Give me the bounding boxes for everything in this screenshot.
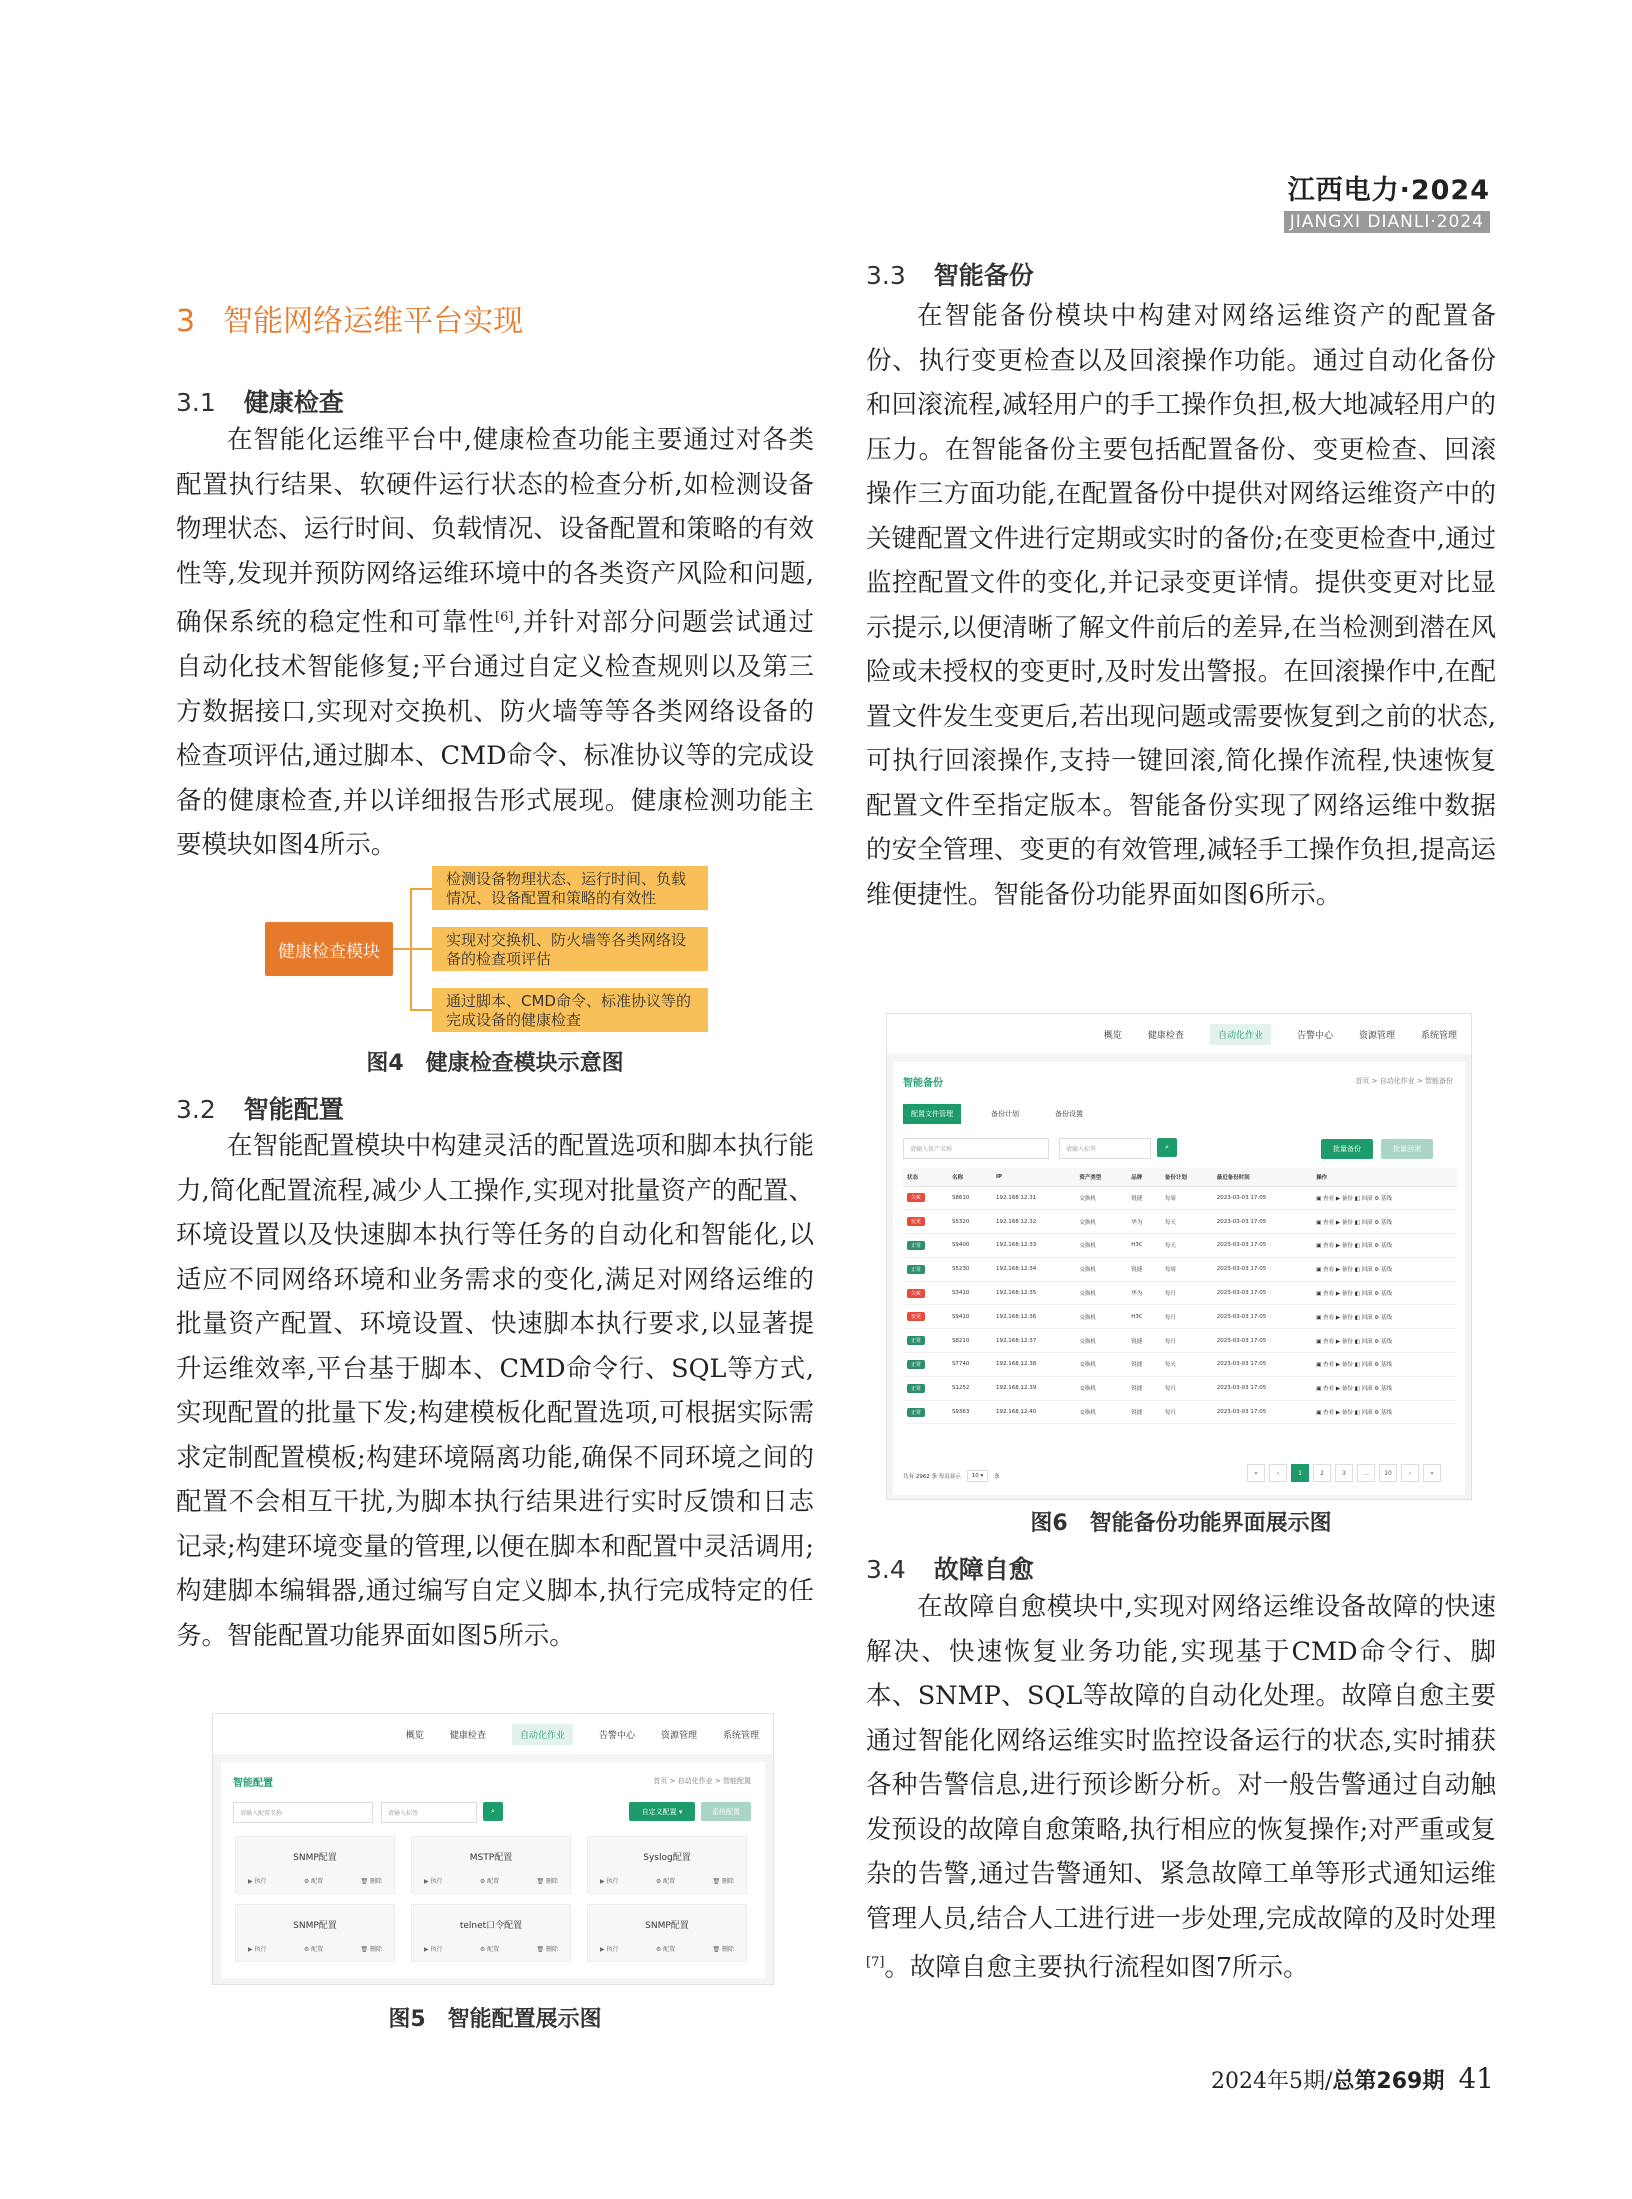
table-row (903, 1186, 1457, 1210)
cell-type: 交换机 (1075, 1186, 1127, 1210)
page-footer: 2024年5期/总第269期 41 (1211, 2062, 1494, 2095)
health-check-module-box: 健康检查模块 (265, 922, 393, 976)
system-config-button[interactable]: 系统配置 (701, 1802, 751, 1821)
cell-brand: H3C (1127, 1305, 1161, 1329)
figure-5-caption: 图5 智能配置展示图 (388, 2007, 602, 2032)
config-card[interactable]: SNMP配置 ▶ 执行 ⚙ 配置 🗑 删除 (587, 1904, 747, 1962)
status-badge: 失败 (907, 1289, 925, 1298)
cell-date: 2023-03-03 17:05 (1213, 1376, 1312, 1400)
cell-brand: 锐捷 (1127, 1257, 1161, 1281)
cell-actions[interactable]: ▣ 查看 ▶ 备份 ◧ 回滚 ⚙ 基线 (1312, 1281, 1457, 1305)
config-card[interactable]: MSTP配置 ▶ 执行 ⚙ 配置 🗑 删除 (411, 1836, 571, 1894)
cell-actions[interactable]: ▣ 查看 ▶ 备份 ◧ 回滚 ⚙ 基线 (1312, 1234, 1457, 1258)
col-ip: IP (992, 1168, 1075, 1186)
figure-6-screenshot (886, 1013, 1472, 1500)
status-badge: 失败 (907, 1193, 925, 1202)
tag-input[interactable]: 请输入标签 (1059, 1138, 1151, 1159)
config-card[interactable]: Syslog配置 ▶ 执行 ⚙ 配置 🗑 删除 (587, 1836, 747, 1894)
status-badge: 正常 (907, 1241, 925, 1250)
cell-ip: 192.168.12.35 (992, 1281, 1075, 1305)
search-icon: ⌕ (491, 1807, 495, 1815)
status-badge: 变更 (907, 1312, 925, 1321)
nav-system[interactable]: 系统管理 (722, 1730, 759, 1741)
section-3-3-heading: 3.3 智能备份 (866, 261, 1034, 290)
figure-4-caption: 图4 健康检查模块示意图 (366, 1051, 624, 1076)
cell-name: S9363 (948, 1400, 992, 1424)
cell-status (903, 1210, 948, 1234)
asset-name-input[interactable]: 请输入资产名称 (903, 1138, 1049, 1159)
nav-resources[interactable]: 资源管理 (1358, 1030, 1395, 1041)
cell-brand: 锐捷 (1127, 1353, 1161, 1377)
cell-date: 2023-03-03 17:05 (1213, 1400, 1312, 1424)
cell-plan: 每月 (1161, 1400, 1213, 1424)
fig4-item-3: 通过脚本、CMD命令、标准协议等的完成设备的健康检查 (432, 988, 708, 1032)
cell-brand: 华为 (1127, 1281, 1161, 1305)
cell-status (903, 1376, 948, 1400)
cell-date: 2023-03-03 17:05 (1213, 1329, 1312, 1353)
cell-plan: 每天 (1161, 1210, 1213, 1234)
page-first[interactable]: « (1247, 1464, 1265, 1482)
table-row (903, 1234, 1457, 1258)
section-3-1-heading: 3.1 健康检查 (176, 388, 344, 417)
nav-automation[interactable]: 自动化作业 (512, 1724, 573, 1745)
custom-config-button[interactable]: 自定义配置 ▾ (629, 1802, 695, 1821)
cell-actions[interactable]: ▣ 查看 ▶ 备份 ◧ 回滚 ⚙ 基线 (1312, 1353, 1457, 1377)
cell-ip: 192.168.12.31 (992, 1186, 1075, 1210)
status-badge: 正常 (907, 1360, 925, 1369)
cell-brand: 华为 (1127, 1210, 1161, 1234)
nav-health[interactable]: 健康检查 (449, 1730, 486, 1741)
top-nav (213, 1714, 773, 1754)
section-3-2-heading: 3.2 智能配置 (176, 1095, 344, 1124)
table-row (903, 1281, 1457, 1305)
cell-brand: 锐捷 (1127, 1186, 1161, 1210)
pagination-info: 共有 2962 条 每页显示 10 ▾ 条 (903, 1470, 1000, 1482)
cell-ip: 192.168.12.34 (992, 1257, 1075, 1281)
col-last-backup: 最近备份时间 (1213, 1168, 1312, 1186)
page-2[interactable]: 2 (1313, 1464, 1331, 1482)
cell-date: 2023-03-03 17:05 (1213, 1353, 1312, 1377)
cell-plan: 每月 (1161, 1305, 1213, 1329)
page-10[interactable]: 10 (1379, 1464, 1397, 1482)
cell-plan: 每周 (1161, 1186, 1213, 1210)
tag-input[interactable]: 请输入标签 (381, 1802, 477, 1823)
nav-system[interactable]: 系统管理 (1420, 1030, 1457, 1041)
config-card[interactable]: SNMP配置 ▶ 执行 ⚙ 配置 🗑 删除 (235, 1836, 395, 1894)
nav-overview[interactable]: 概览 (405, 1730, 424, 1741)
page-3[interactable]: 3 (1335, 1464, 1353, 1482)
table-row (903, 1353, 1457, 1377)
status-badge: 变更 (907, 1217, 925, 1226)
tab-backup-settings[interactable]: 备份设置 (1055, 1110, 1083, 1118)
cell-name: S8210 (948, 1329, 992, 1353)
cell-plan: 每天 (1161, 1234, 1213, 1258)
table-row (903, 1210, 1457, 1234)
fig4-item-2: 实现对交换机、防火墙等各类网络设备的检查项评估 (432, 927, 708, 971)
page-1[interactable]: 1 (1291, 1464, 1309, 1482)
page-size-select[interactable]: 10 ▾ (967, 1470, 989, 1482)
cell-name: S5230 (948, 1257, 992, 1281)
cell-ip: 192.168.12.37 (992, 1329, 1075, 1353)
status-badge: 正常 (907, 1336, 925, 1345)
cell-type: 交换机 (1075, 1329, 1127, 1353)
backup-panel (893, 1062, 1465, 1495)
tab-config-files[interactable]: 配置文件管理 (903, 1104, 961, 1124)
col-plan: 备份计划 (1161, 1168, 1213, 1186)
cell-ip: 192.168.12.40 (992, 1400, 1075, 1424)
page-prev[interactable]: ‹ (1269, 1464, 1287, 1482)
cell-actions[interactable]: ▣ 查看 ▶ 备份 ◧ 回滚 ⚙ 基线 (1312, 1210, 1457, 1234)
nav-alerts[interactable]: 告警中心 (1296, 1030, 1333, 1041)
section-3-heading: 3 智能网络运维平台实现 (176, 304, 524, 339)
cell-status (903, 1400, 948, 1424)
cell-type: 交换机 (1075, 1281, 1127, 1305)
col-actions: 操作 (1312, 1168, 1457, 1186)
cell-type: 交换机 (1075, 1257, 1127, 1281)
breadcrumb: 首页 > 自动化作业 > 智能备份 (1355, 1077, 1453, 1085)
table-row (903, 1257, 1457, 1281)
cell-plan: 每月 (1161, 1376, 1213, 1400)
table-row (903, 1400, 1457, 1424)
cell-date: 2023-03-03 17:05 (1213, 1186, 1312, 1210)
table-row (903, 1305, 1457, 1329)
config-panel (221, 1762, 765, 1978)
tab-backup-plan[interactable]: 备份计划 (991, 1110, 1019, 1118)
cell-name: S3410 (948, 1281, 992, 1305)
cell-name: S8610 (948, 1186, 992, 1210)
table-row (903, 1329, 1457, 1353)
cell-status (903, 1353, 948, 1377)
cell-name: S7740 (948, 1353, 992, 1377)
pagination (1247, 1464, 1441, 1482)
cell-name: S9410 (948, 1305, 992, 1329)
col-status: 状态 (903, 1168, 948, 1186)
batch-backup-button[interactable]: 批量备份 (1321, 1139, 1373, 1159)
status-badge: 正常 (907, 1265, 925, 1274)
cell-date: 2023-03-03 17:05 (1213, 1234, 1312, 1258)
cell-type: 交换机 (1075, 1353, 1127, 1377)
nav-overview[interactable]: 概览 (1103, 1030, 1122, 1041)
cell-date: 2023-03-03 17:05 (1213, 1281, 1312, 1305)
journal-title-en: JIANGXI DIANLI·2024 (1284, 211, 1490, 233)
cell-brand: H3C (1127, 1234, 1161, 1258)
cell-status (903, 1329, 948, 1353)
cell-ip: 192.168.12.32 (992, 1210, 1075, 1234)
cell-actions[interactable]: ▣ 查看 ▶ 备份 ◧ 回滚 ⚙ 基线 (1312, 1186, 1457, 1210)
cell-status (903, 1186, 948, 1210)
section-3-3-body: 在智能备份模块中构建对网络运维资产的配置备份、执行变更检查以及回滚操作功能。通过自动化备份和回滚流程,减轻用户的手工操作负担,极大地减轻用户的压力。在智能备份主要包括配置备份、变更检查、回滚操作三方面功能,在配置备份中提供对网络运维资产中的关键配置文件进行定期或实时的备份;在变更检查中,通过监控配置文件的变化,并记录变更详情。提供变更对比显示提示,以便清晰了解文件前后的差异,在当检测到潜在风险或未授权的变更时,及时发出警报。在回滚操作中,在配置文件发生变更后,若出现问题或需要恢复到之前的状态,可执行回滚操作,支持一键回滚,简化操作流程,快速恢复配置文件至指定版本。智能备份实现了网络运维中数据的安全管理、变更的有效管理,减轻手工操作负担,提高运维便捷性。智能备份功能界面如图6所示。 (866, 301, 1496, 910)
page-next[interactable]: › (1401, 1464, 1419, 1482)
cell-name: S1252 (948, 1376, 992, 1400)
backup-table (903, 1168, 1457, 1424)
cell-date: 2023-03-03 17:05 (1213, 1210, 1312, 1234)
cell-ip: 192.168.12.39 (992, 1376, 1075, 1400)
table-row (903, 1376, 1457, 1400)
cell-actions[interactable]: ▣ 查看 ▶ 备份 ◧ 回滚 ⚙ 基线 (1312, 1329, 1457, 1353)
page-last[interactable]: » (1423, 1464, 1441, 1482)
journal-header (1284, 168, 1490, 233)
config-card[interactable]: telnet口令配置 ▶ 执行 ⚙ 配置 🗑 删除 (411, 1904, 571, 1962)
cell-status (903, 1305, 948, 1329)
table-header-row (903, 1168, 1457, 1186)
cell-type: 交换机 (1075, 1210, 1127, 1234)
cell-ip: 192.168.12.36 (992, 1305, 1075, 1329)
cell-actions[interactable]: ▣ 查看 ▶ 备份 ◧ 回滚 ⚙ 基线 (1312, 1400, 1457, 1424)
cell-status (903, 1257, 948, 1281)
cell-actions[interactable]: ▣ 查看 ▶ 备份 ◧ 回滚 ⚙ 基线 (1312, 1305, 1457, 1329)
col-brand: 品牌 (1127, 1168, 1161, 1186)
cell-plan: 每月 (1161, 1329, 1213, 1353)
section-3-1-body: 在智能化运维平台中,健康检查功能主要通过对各类配置执行结果、软硬件运行状态的检查分析,如检测设备物理状态、运行时间、负载情况、设备配置和策略的有效性等,发现并预防网络运维环境中的各类资产风险和问题,确保系统的稳定性和可靠性[6],并针对部分问题尝试通过自动化技术智能修复;平台通过自定义检查规则以及第三方数据接口,实现对交换机、防火墙等等各类网络设备的检查项评估,通过脚本、CMD命令、标准协议等的完成设备的健康检查,并以详细报告形式展现。健康检测功能主要模块如图4所示。 (176, 425, 814, 860)
cell-type: 交换机 (1075, 1400, 1127, 1424)
journal-title: 江西电力·2024 (1287, 175, 1490, 206)
nav-health[interactable]: 健康检查 (1147, 1030, 1184, 1041)
section-3-2-body: 在智能配置模块中构建灵活的配置选项和脚本执行能力,简化配置流程,减少人工操作,实现对批量资产的配置、环境设置以及快速脚本执行等任务的自动化和智能化,以适应不同网络环境和业务需求的变化,满足对网络运维的批量资产配置、环境设置、快速脚本执行要求,以显著提升运维效率,平台基于脚本、CMD命令行、SQL等方式,实现配置的批量下发;构建模板化配置选项,可根据实际需求定制配置模板;构建环境隔离功能,确保不同环境之间的配置不会相互干扰,为脚本执行结果进行实时反馈和日志记录;构建环境变量的管理,以便在脚本和配置中灵活调用;构建脚本编辑器,通过编写自定义脚本,执行完成特定的任务。智能配置功能界面如图5所示。 (176, 1131, 814, 1651)
col-name: 名称 (948, 1168, 992, 1186)
nav-alerts[interactable]: 告警中心 (598, 1730, 635, 1741)
cell-ip: 192.168.12.38 (992, 1353, 1075, 1377)
cell-type: 交换机 (1075, 1234, 1127, 1258)
page-ellipsis: … (1357, 1464, 1375, 1482)
cell-type: 交换机 (1075, 1305, 1127, 1329)
status-badge: 正常 (907, 1408, 925, 1417)
cell-name: S9400 (948, 1234, 992, 1258)
cell-actions[interactable]: ▣ 查看 ▶ 备份 ◧ 回滚 ⚙ 基线 (1312, 1257, 1457, 1281)
cell-status (903, 1234, 948, 1258)
config-card[interactable]: SNMP配置 ▶ 执行 ⚙ 配置 🗑 删除 (235, 1904, 395, 1962)
cell-plan: 每天 (1161, 1353, 1213, 1377)
page-title: 智能配置 (233, 1778, 273, 1789)
nav-resources[interactable]: 资源管理 (660, 1730, 697, 1741)
fig4-item-1: 检测设备物理状态、运行时间、负载情况、设备配置和策略的有效性 (432, 866, 708, 910)
search-button[interactable] (1157, 1138, 1177, 1157)
cell-actions[interactable]: ▣ 查看 ▶ 备份 ◧ 回滚 ⚙ 基线 (1312, 1376, 1457, 1400)
cell-name: S5320 (948, 1210, 992, 1234)
nav-automation[interactable]: 自动化作业 (1210, 1024, 1271, 1045)
search-button[interactable] (483, 1802, 503, 1821)
breadcrumb: 首页 > 自动化作业 > 智能配置 (653, 1777, 751, 1785)
col-asset-type: 资产类型 (1075, 1168, 1127, 1186)
cell-status (903, 1281, 948, 1305)
figure-6-caption: 图6 智能备份功能界面展示图 (1030, 1511, 1332, 1536)
search-icon: ⌕ (1165, 1143, 1169, 1151)
cell-type: 交换机 (1075, 1376, 1127, 1400)
page-title: 智能备份 (903, 1078, 943, 1089)
top-nav (887, 1014, 1471, 1054)
batch-rollback-button[interactable]: 批量回滚 (1381, 1139, 1433, 1159)
cell-brand: 锐捷 (1127, 1376, 1161, 1400)
cell-plan: 每月 (1161, 1281, 1213, 1305)
cell-plan: 每周 (1161, 1257, 1213, 1281)
config-name-input[interactable]: 请输入配置名称 (233, 1802, 373, 1823)
cell-brand: 锐捷 (1127, 1400, 1161, 1424)
figure-5-screenshot (212, 1713, 774, 1985)
cell-date: 2023-03-03 17:05 (1213, 1305, 1312, 1329)
page-number: 41 (1458, 2062, 1494, 2095)
status-badge: 正常 (907, 1384, 925, 1393)
cell-brand: 锐捷 (1127, 1329, 1161, 1353)
cell-ip: 192.168.12.33 (992, 1234, 1075, 1258)
section-3-4-body: 在故障自愈模块中,实现对网络运维设备故障的快速解决、快速恢复业务功能,实现基于CMD命令行、脚本、SNMP、SQL等故障的自动化处理。故障自愈主要通过智能化网络运维实时监控设备运行的状态,实时捕获各种告警信息,进行预诊断分析。对一般告警通过自动触发预设的故障自愈策略,执行相应的恢复操作;对严重或复杂的告警,通过告警通知、紧急故障工单等形式通知运维管理人员,结合人工进行进一步处理,完成故障的及时处理[7]。故障自愈主要执行流程如图7所示。 (866, 1592, 1496, 1983)
cell-date: 2023-03-03 17:05 (1213, 1257, 1312, 1281)
section-3-4-heading: 3.4 故障自愈 (866, 1555, 1034, 1584)
